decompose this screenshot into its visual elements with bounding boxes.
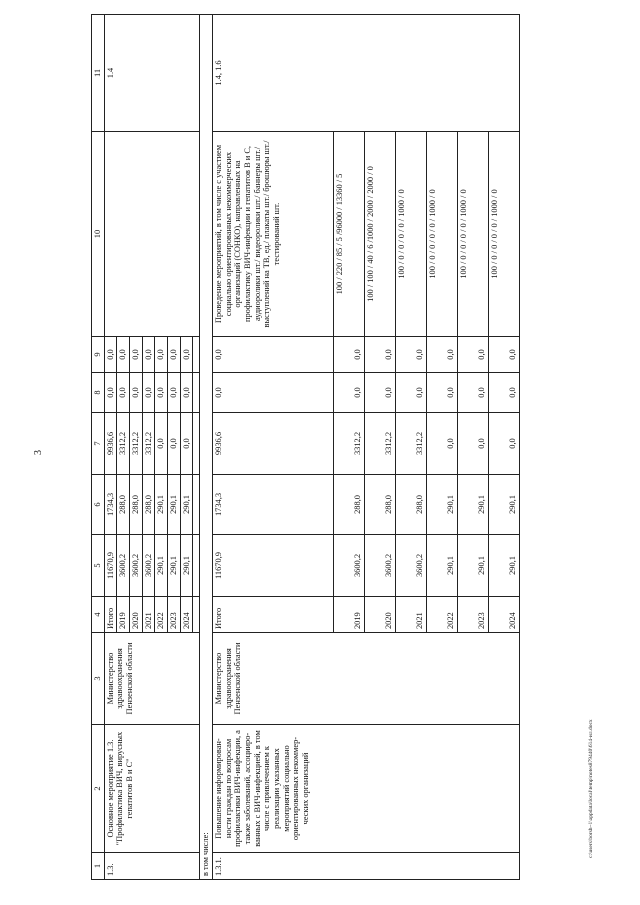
page-number: 3 <box>33 450 44 455</box>
block2-c8: 0,0 <box>426 373 457 413</box>
block2-c5: 290,1 <box>426 535 457 597</box>
block2-col10-values: 100 / 0 / 0 / 0 / 0 / 1000 / 0 <box>457 132 488 337</box>
block1-col7: 0,0 <box>167 413 180 475</box>
block2-total-col5: 11670,9 <box>212 535 333 597</box>
block1-col5: 3600,2 <box>142 535 155 597</box>
block2-indicator: Проведение мероприятий, в том числе с участием социально ориентированных некоммерческих организаций (СОНКО), направленных на профилактику ВИЧ-инфекции и гепатитов В и С, аудиоролики шт./ видеоролики шт./ баннеры шт./выступлений на ТВ, ед./ плакаты шт./ брошюры шт./ тестирований шт. <box>212 132 333 337</box>
block1-col5: 290,1 <box>155 535 168 597</box>
block1-year: 2021 <box>142 597 155 633</box>
block2-year: 2024 <box>488 597 519 633</box>
block2-year: 2019 <box>333 597 364 633</box>
header-col-8: 8 <box>92 373 105 413</box>
block1-spacer-cell <box>193 373 200 413</box>
block2-c6: 288,0 <box>364 475 395 535</box>
block1-col8: 0,0 <box>167 373 180 413</box>
block2-total-col6: 1734,3 <box>212 475 333 535</box>
block2-col10-values: 100 / 0 / 0 / 0 / 0 / 1000 / 0 <box>395 132 426 337</box>
block1-col5: 3600,2 <box>129 535 142 597</box>
block2-c5: 3600,2 <box>395 535 426 597</box>
block2-c7: 0,0 <box>457 413 488 475</box>
block1-year: 2022 <box>155 597 168 633</box>
block2-c6: 288,0 <box>333 475 364 535</box>
block1-col11: 1.4 <box>104 15 200 132</box>
in-total-row <box>200 15 213 880</box>
header-col-5: 5 <box>92 535 105 597</box>
block2-col11: 1.4, 1.6 <box>212 15 519 132</box>
block1-col10 <box>104 132 200 337</box>
block1-col9: 0,0 <box>167 337 180 373</box>
block1-col8: 0,0 <box>117 373 130 413</box>
block2-total-col7: 9936,6 <box>212 413 333 475</box>
block1-col9: 0,0 <box>155 337 168 373</box>
block2-c7: 3312,2 <box>364 413 395 475</box>
block2-total-year: Итого <box>212 597 333 633</box>
block2-total-row <box>212 15 333 880</box>
block1-col9: 0,0 <box>180 337 193 373</box>
block1-row <box>104 15 117 880</box>
block1-col9: 0,0 <box>117 337 130 373</box>
block2-c7: 0,0 <box>426 413 457 475</box>
block2-year: 2021 <box>395 597 426 633</box>
block2-col10-values: 100 / 0 / 0 / 0 / 0 / 1000 / 0 <box>488 132 519 337</box>
block1-executor: Министерство здравоохранения Пензенской области <box>104 633 200 725</box>
block2-c9: 0,0 <box>333 337 364 373</box>
program-table-sheet <box>91 15 609 880</box>
block2-c9: 0,0 <box>364 337 395 373</box>
block2-year: 2023 <box>457 597 488 633</box>
block2-c6: 288,0 <box>395 475 426 535</box>
block1-col5: 11670,9 <box>104 535 117 597</box>
block2-c7: 3312,2 <box>333 413 364 475</box>
block1-col9: 0,0 <box>129 337 142 373</box>
block1-spacer-cell <box>193 597 200 633</box>
block1-col8: 0,0 <box>129 373 142 413</box>
header-col-11: 11 <box>92 15 105 132</box>
block2-c9: 0,0 <box>426 337 457 373</box>
table-body <box>92 15 520 880</box>
block1-spacer-cell <box>193 337 200 373</box>
block1-spacer-cell <box>193 475 200 535</box>
block1-year: 2020 <box>129 597 142 633</box>
block2-code: 1.3.1. <box>212 853 519 880</box>
block1-col6: 290,1 <box>180 475 193 535</box>
block2-title: Повышение информирован-ности граждан по вопросам профилактики ВИЧ-инфекции, а также заболеваний, ассоцииро-ванных с ВИЧ-инфекцией, в том числе с привлечением к реализации указанных мероприятий социально ориентированных некоммер-ческих организаций <box>212 725 519 853</box>
block1-col6: 288,0 <box>142 475 155 535</box>
block1-col5: 290,1 <box>167 535 180 597</box>
block2-c7: 0,0 <box>488 413 519 475</box>
block1-col9: 0,0 <box>142 337 155 373</box>
header-col-10: 10 <box>92 132 105 337</box>
block2-c9: 0,0 <box>395 337 426 373</box>
block1-col5: 3600,2 <box>117 535 130 597</box>
block1-col7: 3312,2 <box>142 413 155 475</box>
header-number-row <box>92 15 105 880</box>
block1-year: 2019 <box>117 597 130 633</box>
block1-year: 2024 <box>180 597 193 633</box>
block2-col10-values: 100 / 220 / 85 / 5 /96000 / 13360 / 5 <box>333 132 364 337</box>
block2-c5: 3600,2 <box>333 535 364 597</box>
program-table <box>91 14 520 880</box>
block2-c8: 0,0 <box>457 373 488 413</box>
block2-c8: 0,0 <box>364 373 395 413</box>
block1-col9: 0,0 <box>104 337 117 373</box>
block2-c9: 0,0 <box>488 337 519 373</box>
block1-spacer-cell <box>193 413 200 475</box>
block2-year: 2022 <box>426 597 457 633</box>
block1-col6: 288,0 <box>129 475 142 535</box>
block2-executor: Министерство здравоохранения Пензенской области <box>212 633 519 725</box>
block1-col8: 0,0 <box>180 373 193 413</box>
block1-col6: 288,0 <box>117 475 130 535</box>
block2-c9: 0,0 <box>457 337 488 373</box>
block2-c8: 0,0 <box>488 373 519 413</box>
block2-c7: 3312,2 <box>395 413 426 475</box>
header-col-9: 9 <box>92 337 105 373</box>
header-col-6: 6 <box>92 475 105 535</box>
block2-c6: 290,1 <box>457 475 488 535</box>
block1-col7: 3312,2 <box>117 413 130 475</box>
block1-code: 1.3. <box>104 853 200 880</box>
header-col-1: 1 <box>92 853 105 880</box>
block1-col7: 3312,2 <box>129 413 142 475</box>
header-col-4: 4 <box>92 597 105 633</box>
block2-c8: 0,0 <box>333 373 364 413</box>
block1-col6: 1734,3 <box>104 475 117 535</box>
block1-col7: 0,0 <box>180 413 193 475</box>
block1-col6: 290,1 <box>155 475 168 535</box>
block2-c5: 3600,2 <box>364 535 395 597</box>
block1-year: Итого <box>104 597 117 633</box>
block1-col7: 0,0 <box>155 413 168 475</box>
block1-col6: 290,1 <box>167 475 180 535</box>
block2-col10-values: 100 / 0 / 0 / 0 / 0 / 1000 / 0 <box>426 132 457 337</box>
block2-total-col9: 0,0 <box>212 337 333 373</box>
block2-c6: 290,1 <box>426 475 457 535</box>
block2-year: 2020 <box>364 597 395 633</box>
block2-c6: 290,1 <box>488 475 519 535</box>
block2-c5: 290,1 <box>457 535 488 597</box>
in-total-label: в том числе: <box>200 15 213 880</box>
block1-year: 2023 <box>167 597 180 633</box>
header-col-3: 3 <box>92 633 105 725</box>
block1-col8: 0,0 <box>104 373 117 413</box>
block2-c5: 290,1 <box>488 535 519 597</box>
block2-c8: 0,0 <box>395 373 426 413</box>
header-col-7: 7 <box>92 413 105 475</box>
block1-col8: 0,0 <box>155 373 168 413</box>
block1-col5: 290,1 <box>180 535 193 597</box>
block2-col10-values: 100 / 100 / 40 / 6 /1000 / 2000 / 2000 / 0 <box>364 132 395 337</box>
footer-file-path: c:\users\borsh~1\appdata\local\temp\notes879440\614-ил.docx <box>588 719 594 858</box>
block1-title: Основное мероприятие 1.3. "Профилактика ВИЧ, вирусных гепатитов В и С" <box>104 725 200 853</box>
block1-col7: 9936,6 <box>104 413 117 475</box>
block1-col8: 0,0 <box>142 373 155 413</box>
block1-spacer-cell <box>193 535 200 597</box>
header-col-2: 2 <box>92 725 105 853</box>
block2-total-col8: 0,0 <box>212 373 333 413</box>
